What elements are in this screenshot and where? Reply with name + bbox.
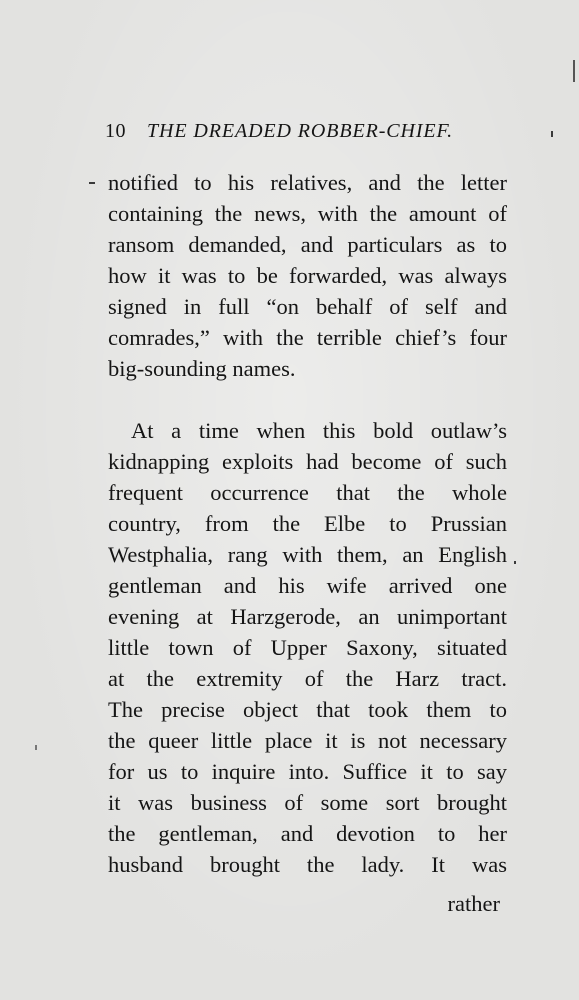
text-line: gentleman and his wife arrived one [108, 573, 507, 598]
text-line: Westphalia, rang with them, an English [108, 542, 507, 567]
text-line: the gentleman, and devotion to her [108, 821, 507, 846]
text-line: husband brought the lady. It was [108, 852, 507, 877]
text-line: frequent occurrence that the whole [108, 480, 507, 505]
text-line: comrades,” with the terrible chief’s four [108, 325, 507, 350]
text-line: at the extremity of the Harz tract. [108, 666, 507, 691]
speck-mark [89, 182, 95, 184]
text-line: for us to inquire into. Suffice it to say [108, 759, 507, 784]
text-line: At a time when this bold outlaw’s [131, 418, 507, 443]
text-line: how it was to be forwarded, was always [108, 263, 507, 288]
text-line: signed in full “on behalf of self and [108, 294, 507, 319]
text-line: the queer little place it is not necessary [108, 728, 507, 753]
catchword: rather [447, 891, 500, 916]
speck-mark [514, 561, 516, 564]
text-line: country, from the Elbe to Prussian [108, 511, 507, 536]
text-line: little town of Upper Saxony, situated [108, 635, 507, 660]
edge-mark [573, 60, 575, 82]
text-line: evening at Harzgerode, an unimportant [108, 604, 507, 629]
text-line: kidnapping exploits had become of such [108, 449, 507, 474]
text-line: The precise object that took them to [108, 697, 507, 722]
text-line: big-sounding names. [108, 356, 296, 381]
text-line: containing the news, with the amount of [108, 201, 507, 226]
speck-mark [35, 745, 37, 750]
text-line: it was business of some sort brought [108, 790, 507, 815]
page-number: 10 [105, 120, 126, 142]
running-header [105, 120, 510, 146]
running-title: THE DREADED ROBBER-CHIEF. [147, 120, 453, 142]
speck-mark [551, 131, 553, 137]
text-line: ransom demanded, and particulars as to [108, 232, 507, 257]
text-line: notified to his relatives, and the letter [108, 170, 507, 195]
